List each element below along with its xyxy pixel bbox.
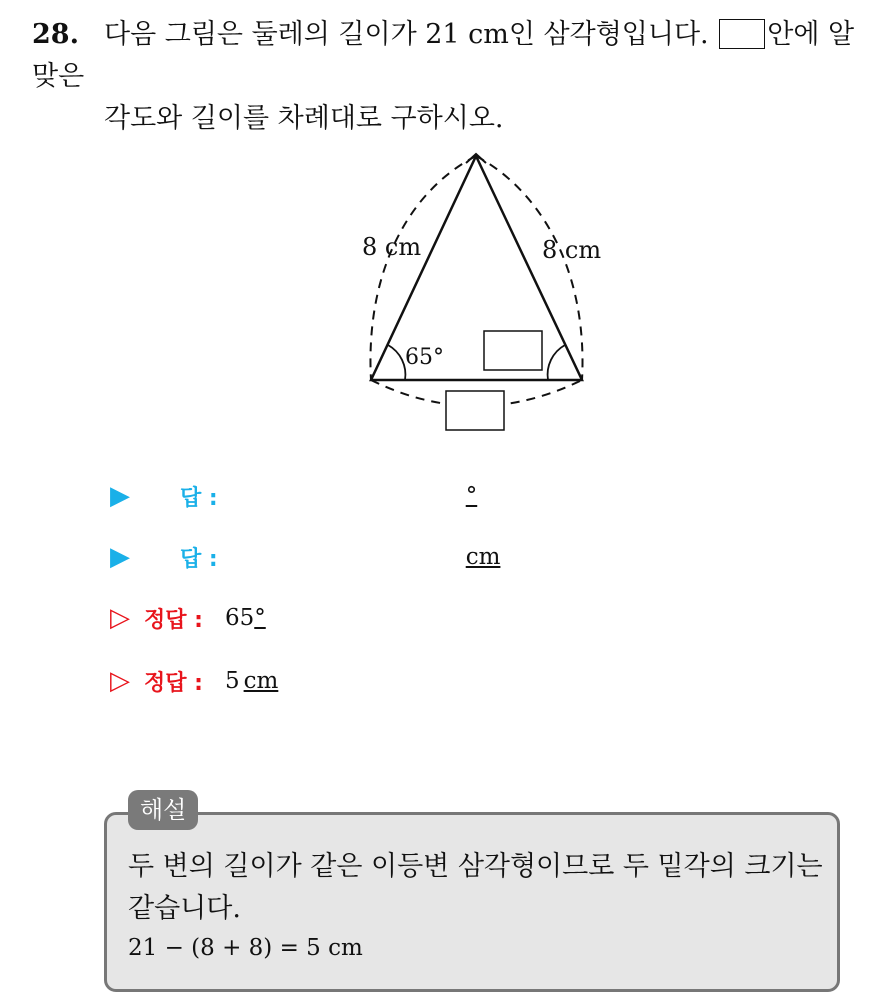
angle-label: 65° bbox=[405, 345, 444, 370]
filled-triangle-icon: ▶ bbox=[110, 481, 130, 511]
triangle bbox=[371, 156, 582, 380]
explanation-line-1: 두 변의 길이가 같은 이등변 삼각형이므로 두 밑각의 크기는 bbox=[128, 851, 823, 882]
question-line-2: 각도와 길이를 차례대로 구하시오. bbox=[104, 103, 504, 134]
answer-row-1 bbox=[110, 476, 477, 516]
outline-triangle-icon: ▷ bbox=[110, 603, 130, 633]
answer-unit: ° bbox=[465, 483, 478, 509]
angle-arc-left bbox=[388, 345, 405, 380]
correct-value: 65 bbox=[224, 605, 255, 631]
correct-label: 정답 : bbox=[144, 607, 203, 633]
angle-arc-right bbox=[548, 345, 565, 380]
correct-unit: ° bbox=[254, 605, 266, 631]
correct-label: 정답 : bbox=[144, 670, 203, 696]
answer-unit: cm bbox=[465, 544, 501, 570]
left-side-label: 8 cm bbox=[362, 233, 422, 261]
correct-row-2 bbox=[110, 661, 278, 701]
explanation-line-2: 같습니다. bbox=[128, 893, 241, 924]
filled-triangle-icon: ▶ bbox=[110, 542, 130, 572]
explanation-tag: 해설 bbox=[128, 790, 198, 830]
length-blank-box bbox=[446, 391, 504, 430]
answer-label: 답 : bbox=[180, 546, 218, 572]
explanation-text bbox=[128, 846, 828, 966]
outline-triangle-icon: ▷ bbox=[110, 666, 130, 696]
triangle-figure bbox=[0, 0, 884, 460]
question-number: 28. bbox=[32, 19, 79, 50]
answer-label: 답 : bbox=[180, 485, 218, 511]
angle-blank-box bbox=[484, 331, 542, 370]
question-text-part2: 안에 알맞은 bbox=[32, 19, 855, 92]
correct-row-1 bbox=[110, 598, 266, 638]
question-text-part1: 다음 그림은 둘레의 길이가 21 cm인 삼각형입니다. bbox=[104, 19, 709, 50]
right-side-label: 8 cm bbox=[542, 236, 602, 264]
correct-value: 5 bbox=[224, 668, 240, 694]
correct-unit: cm bbox=[243, 668, 279, 694]
explanation-formula: 21 − (8 + 8) = 5 cm bbox=[128, 935, 363, 961]
answer-row-2 bbox=[110, 537, 500, 577]
